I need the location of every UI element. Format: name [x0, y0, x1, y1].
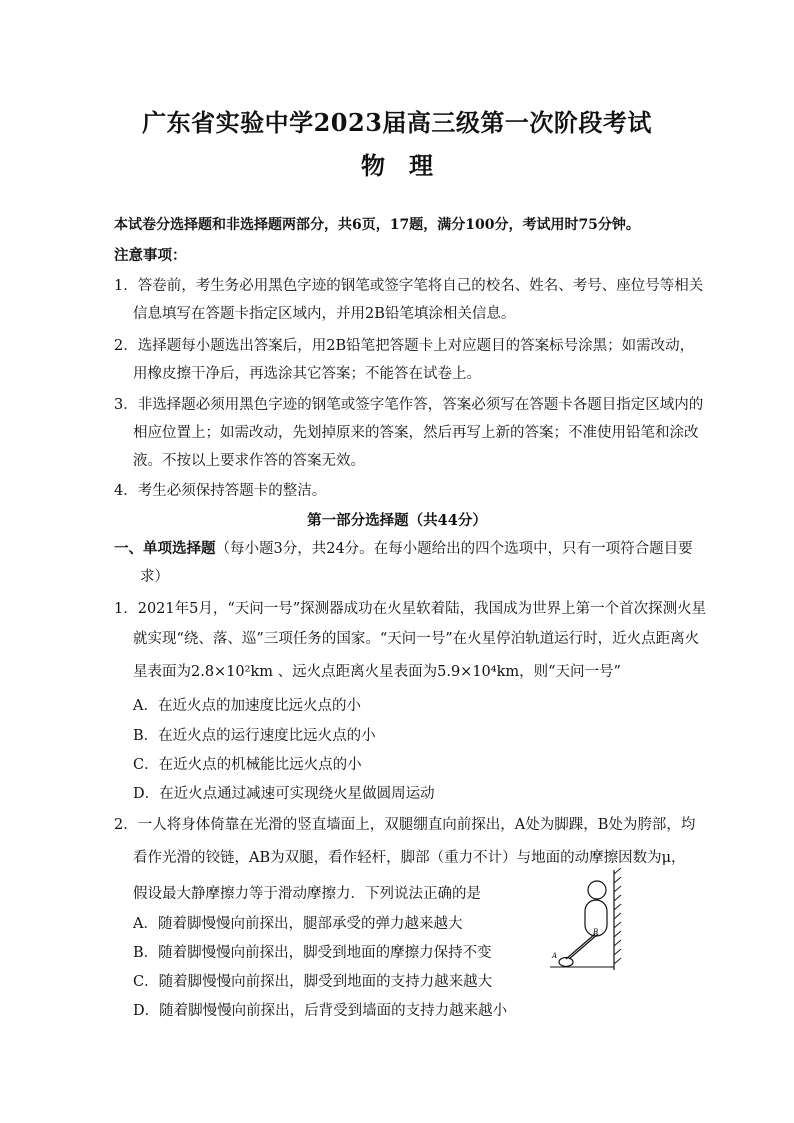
section-description: （每小题3分，共24分。在每小题给出的四个选项中，只有一项符合题目要	[215, 541, 693, 557]
section-heading	[114, 537, 693, 558]
note-line: 信息填写在答题卡指定区域内，并用2B铅笔填涂相关信息。	[133, 306, 516, 322]
question-1-stem: 星表面为2.8×10²km 、远火点距离火星表面为5.9×10⁴km，则“天问一号”	[133, 664, 621, 680]
exam-title: 广东省实验中学2023届高三级第一次阶段考试	[142, 108, 652, 137]
question-2-stem: 假设最大静摩擦力等于滑动摩擦力．下列说法正确的是	[133, 886, 481, 902]
question-1-stem: 就实现“绕、落、巡”三项任务的国家。“天问一号”在火星停泊轨道运行时，近火点距离火	[133, 631, 700, 647]
question-2-option-b: B．随着脚慢慢向前探出，脚受到地面的摩擦力保持不变	[133, 945, 492, 961]
question-2-option-a: A．随着脚慢慢向前探出，腿部承受的弹力越来越大	[133, 916, 463, 932]
question-1-option-a: A．在近火点的加速度比远火点的小	[133, 698, 361, 714]
question-1-option-b: B．在近火点的运行速度比远火点的小	[133, 728, 376, 744]
label-b: B	[593, 928, 599, 936]
note-line: 3．非选择题必须用黑色字迹的钢笔或签字笔作答，答案必须写在答题卡各题目指定区域内的	[114, 397, 704, 413]
person-legs	[569, 934, 598, 959]
note-line: 1．答卷前，考生务必用黑色字迹的钢笔或签字笔将自己的校名、姓名、考号、座位号等相关	[114, 278, 704, 294]
person-head	[588, 881, 606, 899]
question-1-option-d: D．在近火点通过减速可实现绕火星做圆周运动	[133, 786, 435, 802]
person-legs	[566, 934, 595, 959]
question-2-option-d: D．随着脚慢慢向前探出，后背受到墙面的支持力越来越小	[133, 1003, 508, 1019]
note-line: 相应位置上；如需改动，先划掉原来的答案，然后再写上新的答案；不准使用铅笔和涂改	[133, 425, 699, 441]
section-label: 一、单项选择题	[114, 540, 216, 557]
part-heading: 第一部分选择题（共44分）	[307, 512, 487, 529]
note-line: 液。不按以上要求作答的答案无效。	[133, 453, 365, 469]
note-line: 2．选择题每小题选出答案后，用2B铅笔把答题卡上对应题目的答案标号涂黑；如需改动，	[114, 338, 695, 354]
note-line: 4．考生必须保持答题卡的整洁。	[114, 483, 327, 499]
exam-intro: 本试卷分选择题和非选择题两部分，共6页，17题，满分100分，考试用时75分钟。	[114, 217, 640, 233]
question-2-stem: 2．一人将身体倚靠在光滑的竖直墙面上，双腿绷直向前探出，A处为脚踝，B处为胯部，均	[114, 817, 696, 833]
subject-title: 物 理	[361, 151, 433, 180]
wall-lean-figure	[548, 868, 630, 972]
question-1-option-c: C．在近火点的机械能比远火点的小	[133, 757, 362, 773]
question-1-stem: 1．2021年5月，“天问一号”探测器成功在火星软着陆，我国成为世界上第一个首次探测火星	[114, 601, 707, 617]
question-2-stem: 看作光滑的铰链，AB为双腿，看作轻杆，脚部（重力不计）与地面的动摩擦因数为μ，	[133, 850, 686, 866]
section-description-cont: 求）	[140, 569, 169, 585]
wall-hatching	[614, 868, 621, 964]
question-2-option-c: C．随着脚慢慢向前探出，脚受到地面的支持力越来越大	[133, 974, 493, 990]
label-a: A	[552, 952, 558, 960]
note-line: 用橡皮擦干净后，再选涂其它答案；不能答在试卷上。	[133, 366, 481, 382]
notes-heading: 注意事项：	[114, 247, 187, 264]
